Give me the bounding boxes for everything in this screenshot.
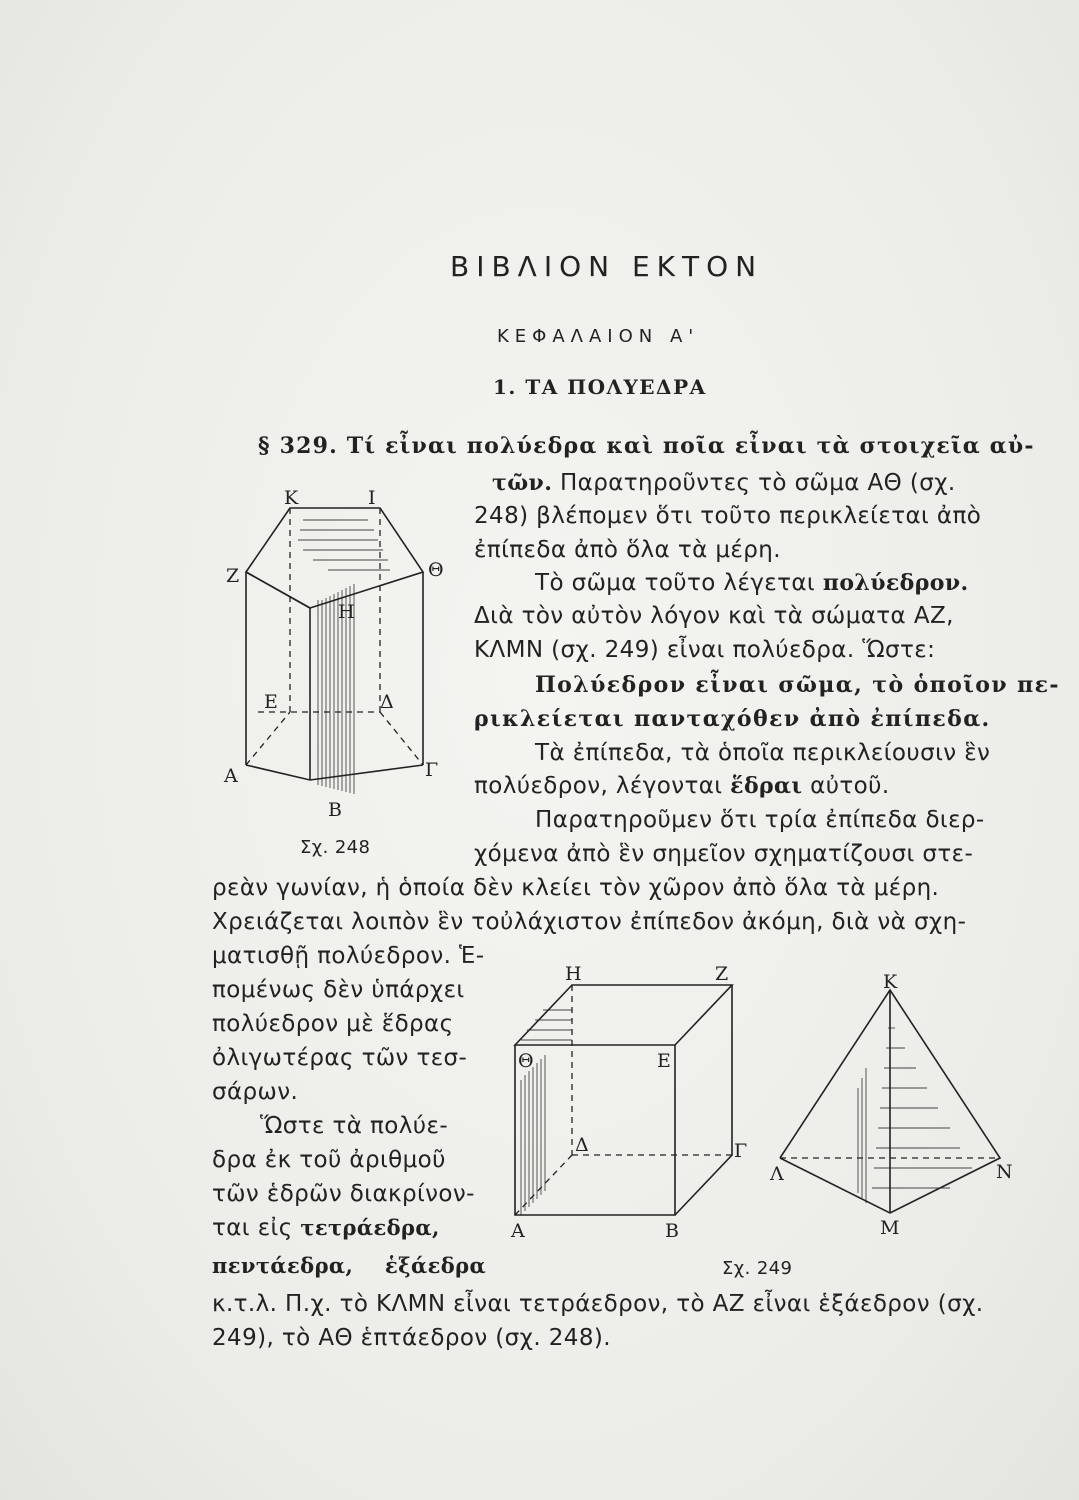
text-line: Ὥστε τὰ πολύε-	[260, 1113, 449, 1139]
text-line: κ.τ.λ. Π.χ. τὸ ΚΛΜΝ εἶναι τετράεδρον, τὸ ΑΖ εἶναι ἑξάεδρον (σχ.	[212, 1291, 984, 1317]
vertex-label: Ε	[657, 1050, 671, 1072]
text-fragment: ται εἰς	[212, 1215, 301, 1241]
term-faces: ἕδραι	[730, 773, 803, 799]
text-line: ματισθῇ πολύεδρον. Ἑ-	[212, 943, 485, 969]
chapter-heading: ΚΕΦΑΛΑΙΟΝ Α'	[497, 326, 700, 347]
text-line: ρεὰν γωνίαν, ἡ ὁποία δὲν κλείει τὸν χῶρον ἀπὸ ὅλα τὰ μέρη.	[212, 875, 940, 901]
vertex-label: Ι	[368, 487, 376, 509]
text-line: πολύεδρον μὲ ἕδρας	[212, 1011, 454, 1037]
hidden-edge	[380, 712, 423, 765]
definition-line: Πολύεδρον εἶναι σῶμα, τὸ ὁποῖον πε-	[535, 672, 1060, 698]
paragraph-heading-end: τῶν.	[492, 470, 553, 496]
hidden-edge	[246, 712, 290, 765]
text-line: ὀλιγωτέρας τῶν τεσ-	[212, 1045, 468, 1071]
term-tetrahedra: τετράεδρα,	[300, 1215, 440, 1240]
text-line: σάρων.	[212, 1079, 299, 1105]
vertex-label: Θ	[428, 559, 444, 581]
term-polyhedron: πολύεδρον.	[822, 570, 969, 596]
figure-248-caption: Σχ. 248	[300, 837, 371, 858]
vertex-label: Λ	[770, 1163, 784, 1185]
figure-249-cube	[505, 965, 755, 1240]
vertex-label: Κ	[284, 487, 299, 509]
vertex-label: Ν	[996, 1161, 1013, 1183]
edges	[246, 508, 423, 608]
book-title: ΒΙΒΛΙΟΝ ΕΚΤΟΝ	[450, 250, 764, 283]
vertex-label: Δ	[380, 691, 394, 713]
text-line: 248) βλέπομεν ὅτι τοῦτο περικλείεται ἀπὸ	[474, 503, 982, 529]
vertex-label: Η	[565, 963, 582, 985]
text-fragment: αὐτοῦ.	[802, 773, 890, 799]
vertex-label: Β	[665, 1220, 679, 1242]
text-line: Παρατηροῦμεν ὅτι τρία ἐπίπεδα διερ-	[535, 807, 985, 833]
section-title: 1. ΤΑ ΠΟΛΥΕΔΡΑ	[493, 375, 707, 399]
vertex-label: Κ	[883, 971, 898, 993]
paragraph-heading: § 329. Τί εἶναι πολύεδρα καὶ ποῖα εἶναι τὰ στοιχεῖα αὐ-	[258, 433, 1035, 459]
edges	[515, 985, 732, 1045]
figure-248	[218, 480, 448, 820]
text-line: ἐπίπεδα ἀπὸ ὅλα τὰ μέρη.	[474, 537, 781, 563]
vertex-label: Μ	[880, 1217, 900, 1239]
text-line: πομένως δὲν ὑπάρχει	[212, 977, 465, 1003]
figure-249-tetrahedron	[770, 968, 1030, 1243]
vertex-label: Γ	[734, 1140, 748, 1162]
hatching	[298, 520, 390, 794]
text-line: δρα ἐκ τοῦ ἀριθμοῦ	[212, 1147, 446, 1173]
text-fragment: πολύεδρον, λέγονται	[474, 773, 731, 799]
text-line	[212, 1213, 440, 1243]
term-pentahedra: πεντάεδρα,	[212, 1253, 354, 1278]
edge	[246, 572, 310, 608]
vertex-label: Ε	[264, 691, 278, 713]
vertex-label: Β	[328, 799, 342, 821]
vertex-label: Θ	[518, 1050, 534, 1072]
hatching	[521, 1010, 572, 1215]
text-fragment: Τὸ σῶμα τοῦτο λέγεται	[535, 570, 823, 596]
vertex-label: Α	[511, 1220, 525, 1242]
term-hexahedra: ἑξάεδρα	[385, 1253, 487, 1278]
vertex-label: Δ	[575, 1134, 589, 1156]
text-line	[492, 468, 956, 498]
hatching	[858, 1028, 972, 1203]
text-line: χόμενα ἀπὸ ἓν σημεῖον σχηματίζουσι στε-	[474, 841, 974, 867]
vertex-label: Ζ	[226, 565, 240, 587]
vertex-label: Α	[224, 765, 238, 787]
text-line: τῶν ἑδρῶν διακρίνον-	[212, 1181, 475, 1207]
text-fragment: Παρατηροῦντες τὸ σῶμα ΑΘ (σχ.	[552, 470, 956, 496]
vertex-label: Η	[338, 601, 355, 623]
text-line: ΚΛΜΝ (σχ. 249) εἶναι πολύεδρα. Ὥστε:	[474, 637, 936, 663]
text-line: Χρειάζεται λοιπὸν ἓν τοὐλάχιστον ἐπίπεδον ἀκόμη, διὰ νὰ σχη-	[212, 909, 967, 935]
figure-249-caption: Σχ. 249	[722, 1258, 793, 1279]
text-line: 249), τὸ ΑΘ ἑπτάεδρον (σχ. 248).	[212, 1325, 611, 1351]
definition-line: ρικλείεται πανταχόθεν ἀπὸ ἐπίπεδα.	[474, 706, 991, 732]
vertex-label: Γ	[425, 759, 439, 781]
edge	[246, 765, 423, 780]
edge	[675, 985, 732, 1215]
text-line: Τὰ ἐπίπεδα, τὰ ὁποῖα περικλείουσιν ἓν	[535, 740, 991, 766]
text-line	[474, 771, 890, 801]
text-line	[535, 568, 969, 598]
hidden-edge	[515, 1155, 572, 1215]
vertex-label: Ζ	[715, 963, 729, 985]
text-line: Διὰ τὸν αὐτὸν λόγον καὶ τὰ σώματα ΑΖ,	[474, 603, 954, 629]
